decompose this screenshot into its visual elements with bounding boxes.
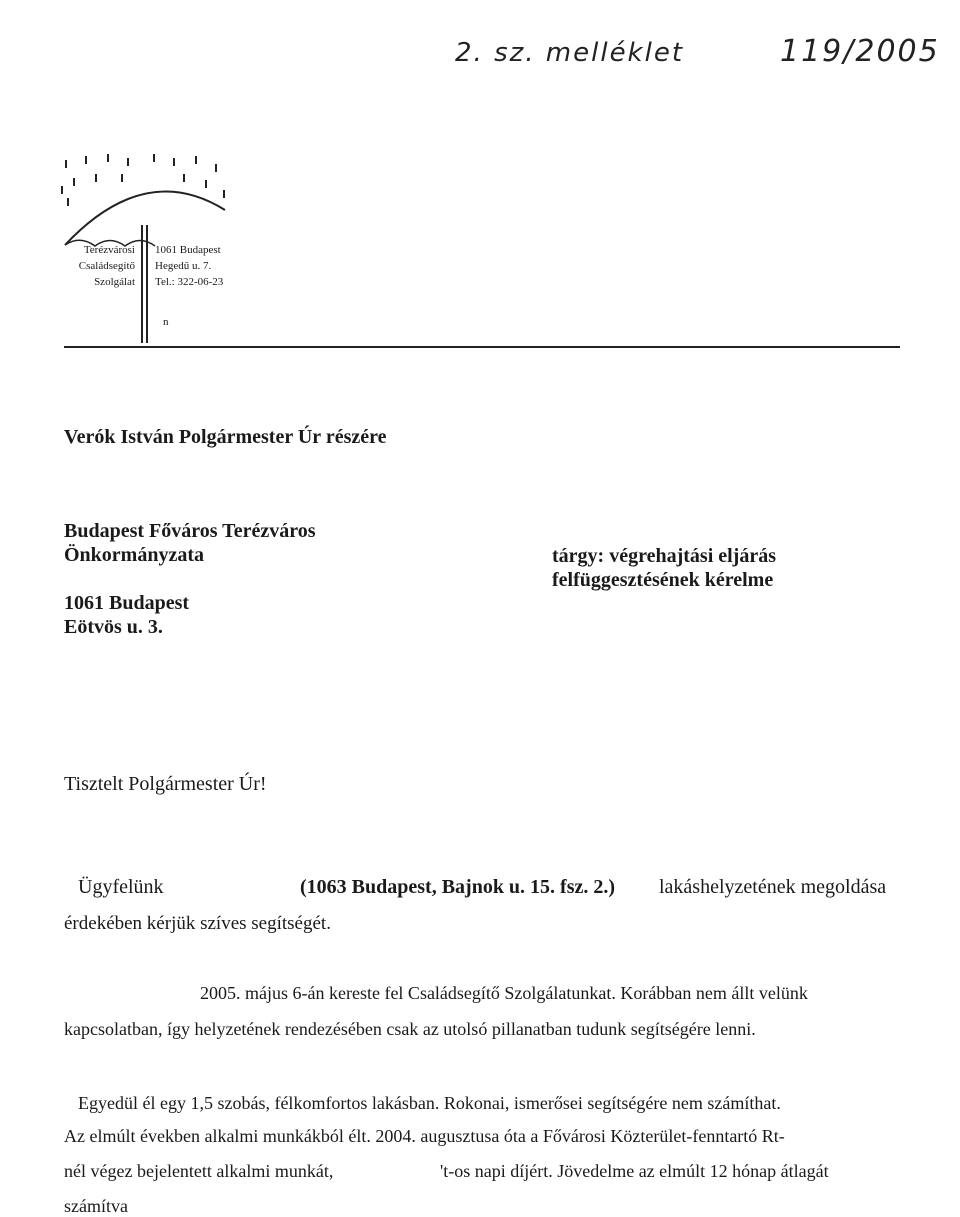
recipient-org-line2: Önkormányzata bbox=[64, 544, 204, 566]
paragraph-3-line3b: 't-os napi díjért. Jövedelme az elmúlt 12 hónap átlagát bbox=[440, 1161, 829, 1181]
paragraph-2-line1: 2005. május 6-án kereste fel Családsegítő Szolgálatunkat. Korábban nem állt velünk bbox=[200, 983, 808, 1003]
paragraph-3-line1: Egyedül él egy 1,5 szobás, félkomfortos lakásban. Rokonai, ismerősei segítségére nem számíthat. bbox=[78, 1093, 781, 1113]
handwritten-annotation: 2. sz. melléklet bbox=[455, 38, 685, 68]
paragraph-3-line3a: nél végez bejelentett alkalmi munkát, bbox=[64, 1161, 334, 1181]
logo-org-line: Szolgálat bbox=[94, 276, 135, 288]
paragraph-1-rest: lakáshelyzetének megoldása bbox=[659, 876, 887, 898]
logo-divider bbox=[146, 225, 148, 343]
paragraph-3-line2: Az elmúlt években alkalmi munkákból élt. 2004. augusztusa óta a Fővárosi Közterület-fenntartó Rt- bbox=[64, 1126, 785, 1146]
logo-address-line: Tel.: 322-06-23 bbox=[155, 276, 224, 288]
logo-org-line: Terézvárosi bbox=[83, 244, 135, 256]
paragraph-1-lead: Ügyfelünk bbox=[78, 876, 164, 898]
recipient-city: 1061 Budapest bbox=[64, 592, 190, 614]
subject-line1: tárgy: végrehajtási eljárás bbox=[552, 545, 777, 567]
recipient-heading: Verók István Polgármester Úr részére bbox=[64, 426, 387, 448]
paragraph-1-address: (1063 Budapest, Bajnok u. 15. fsz. 2.) bbox=[300, 876, 616, 898]
logo-stray-mark: n bbox=[163, 316, 169, 328]
logo-address-line: 1061 Budapest bbox=[155, 244, 221, 256]
recipient-org-line1: Budapest Főváros Terézváros bbox=[64, 520, 316, 542]
header-rule bbox=[64, 346, 900, 348]
salutation: Tisztelt Polgármester Úr! bbox=[64, 773, 267, 795]
paragraph-1-line2: érdekében kérjük szíves segítségét. bbox=[64, 913, 331, 934]
logo-address-line: Hegedű u. 7. bbox=[155, 260, 212, 272]
subject-line2: felfüggesztésének kérelme bbox=[552, 569, 774, 591]
logo-divider bbox=[141, 225, 143, 343]
logo-org-line: Családsegítő bbox=[78, 260, 135, 272]
logo-org-name bbox=[60, 242, 135, 290]
logo-address bbox=[155, 242, 223, 290]
paragraph-2-line2: kapcsolatban, így helyzetének rendezésében csak az utolsó pillanatban tudunk segítségére lenni. bbox=[64, 1019, 756, 1039]
handwritten-file-number: 119/2005 bbox=[780, 34, 940, 69]
recipient-street: Eötvös u. 3. bbox=[64, 616, 163, 638]
paragraph-3-line4: számítva bbox=[64, 1196, 128, 1216]
